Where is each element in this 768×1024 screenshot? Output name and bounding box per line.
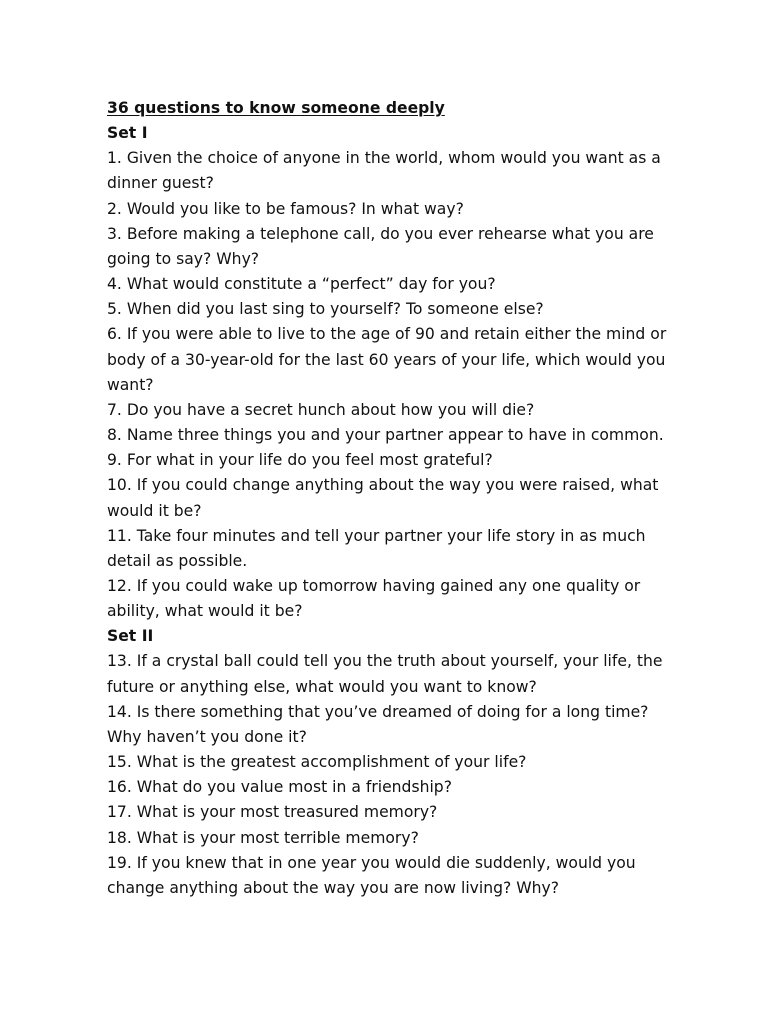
question-9: 9. For what in your life do you feel most grateful? xyxy=(107,451,493,470)
question-14: 14. Is there something that you’ve dreamed of doing for a long time? Why haven’t you done it? xyxy=(107,702,649,746)
question-8: 8. Name three things you and your partner appear to have in common. xyxy=(107,426,664,445)
question-11: 11. Take four minutes and tell your partner your life story in as much detail as possible. xyxy=(107,526,646,570)
question-17: 17. What is your most treasured memory? xyxy=(107,803,438,822)
question-15: 15. What is the greatest accomplishment of your life? xyxy=(107,753,527,772)
set-heading-2: Set II xyxy=(107,627,154,646)
question-4: 4. What would constitute a “perfect” day for you? xyxy=(107,275,496,294)
set-heading-1: Set I xyxy=(107,124,148,143)
question-12: 12. If you could wake up tomorrow having gained any one quality or ability, what would it be? xyxy=(107,576,641,621)
question-2: 2. Would you like to be famous? In what way? xyxy=(107,199,464,218)
question-18: 18. What is your most terrible memory? xyxy=(107,828,419,847)
question-13: 13. If a crystal ball could tell you the truth about yourself, your life, the future or anything else, what would you want to know? xyxy=(107,652,663,696)
question-19: 19. If you knew that in one year you would die suddenly, would you change anything about the way you are now living? Why? xyxy=(107,853,636,897)
question-16: 16. What do you value most in a friendship? xyxy=(107,778,452,797)
question-3: 3. Before making a telephone call, do you ever rehearse what you are going to say? Why? xyxy=(107,224,654,268)
question-10: 10. If you could change anything about the way you were raised, what would it be? xyxy=(107,476,659,520)
question-6: 6. If you were able to live to the age of 90 and retain either the mind or body of a 30-year-old for the last 60 years of your life, which would you want? xyxy=(107,325,667,394)
document-body xyxy=(107,96,667,901)
question-7: 7. Do you have a secret hunch about how you will die? xyxy=(107,400,535,419)
document-title: 36 questions to know someone deeply xyxy=(107,99,445,117)
question-5: 5. When did you last sing to yourself? To someone else? xyxy=(107,300,544,319)
question-1: 1. Given the choice of anyone in the world, whom would you want as a dinner guest? xyxy=(107,149,661,193)
